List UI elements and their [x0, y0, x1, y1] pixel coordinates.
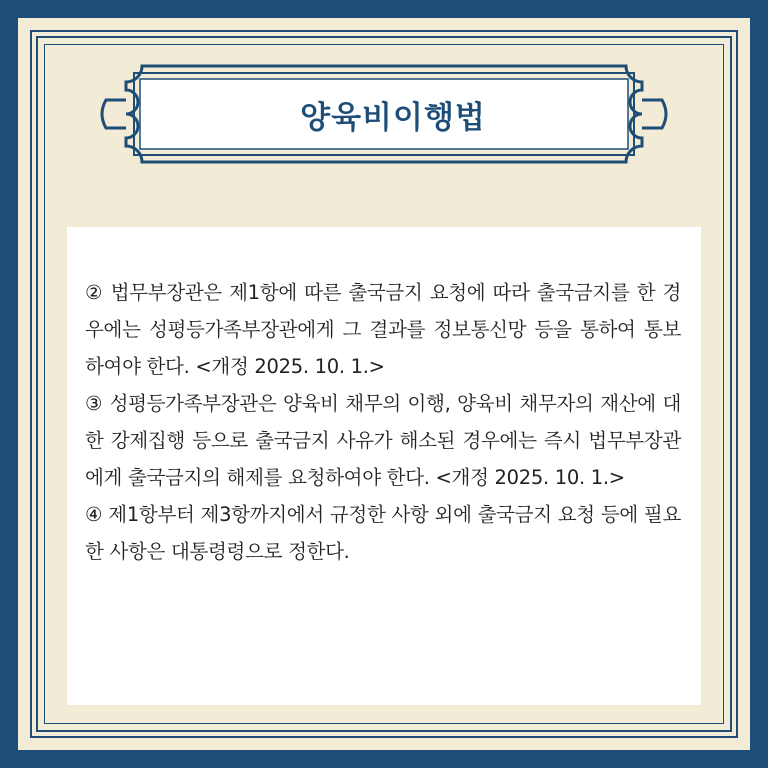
- paragraph-3: ③ 성평등가족부장관은 양육비 채무의 이행, 양육비 채무자의 재산에 대한 강제집행 등으로 출국금지 사유가 해소된 경우에는 즉시 법무부장관에게 출국금지의 해제를 요청하여야 한다. <개정 2025. 10. 1.>: [85, 392, 681, 489]
- page-title: 양육비이행법: [300, 99, 486, 136]
- content-panel: [67, 227, 701, 705]
- paragraph-2: ② 법무부장관은 제1항에 따른 출국금지 요청에 따라 출국금지를 한 경우에는 성평등가족부장관에게 그 결과를 정보통신망 등을 통하여 통보하여야 한다. <개정 2025. 10. 1.>: [85, 281, 681, 378]
- paragraph-4: ④ 제1항부터 제3항까지에서 규정한 사항 외에 출국금지 요청 등에 필요한 사항은 대통령령으로 정한다.: [85, 503, 681, 563]
